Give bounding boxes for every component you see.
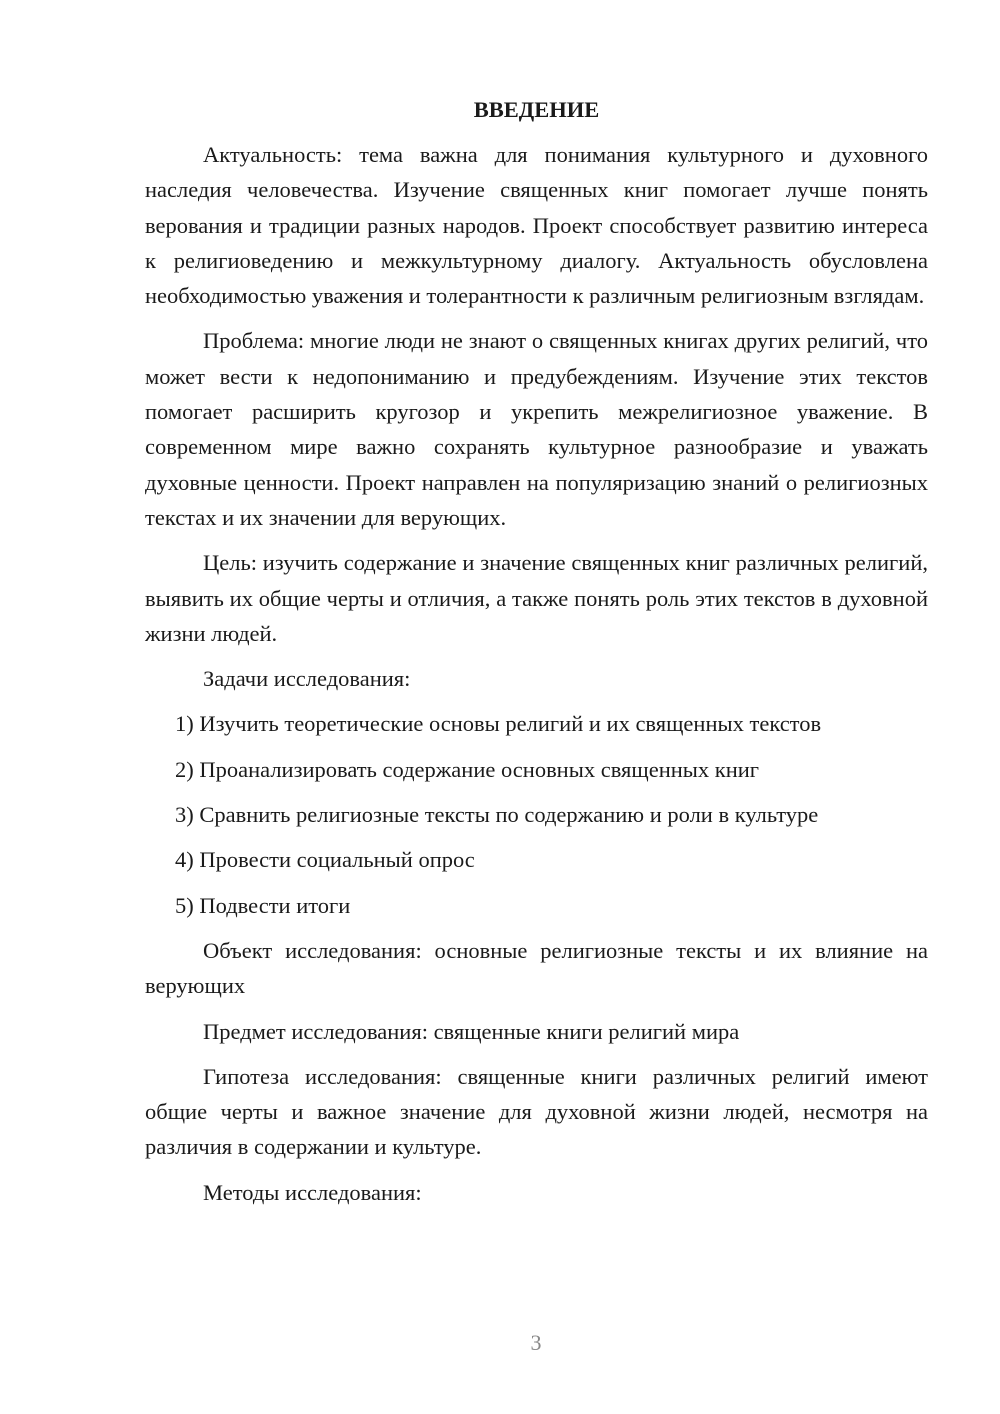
subject-paragraph: Предмет исследования: священные книги религий мира [203, 1018, 740, 1044]
section-title: ВВЕДЕНИЕ [473, 97, 600, 122]
goal-paragraph: Цель: изучить содержание и значение священных книг различных религий, выявить их общие черты и отличия, а также понять роль этих текстов в духовной жизни людей. [145, 550, 928, 646]
methods-heading: Методы исследования: [203, 1179, 422, 1205]
task-item: 5) Подвести итоги [175, 892, 351, 918]
hypothesis-paragraph: Гипотеза исследования: священные книги различных религий имеют общие черты и важное значение для духовной жизни людей, несмотря на различия в содержании и культуре. [145, 1063, 928, 1160]
tasks-heading: Задачи исследования: [203, 666, 411, 692]
task-item: 1) Изучить теоретические основы религий и их священных текстов [175, 711, 822, 737]
page-number: 3 [530, 1330, 542, 1355]
task-item: 4) Провести социальный опрос [175, 847, 475, 873]
task-item: 2) Проанализировать содержание основных священных книг [175, 756, 760, 782]
problem-paragraph: Проблема: многие люди не знают о священных книгах других религий, что может вести к недопониманию и предубеждениям. Изучение этих текстов помогает расширить кругозор и укрепить межрелигиозное уважение. В современном мире важно сохранять культурное разнообразие и уважать духовные ценности. Проект направлен на популяризацию знаний о религиозных текстах и их значении для верующих. [145, 328, 928, 530]
task-item: 3) Сравнить религиозные тексты по содержанию и роли в культуре [175, 802, 819, 828]
object-paragraph: Объект исследования: основные религиозные тексты и их влияние на верующих [145, 937, 928, 999]
document-page [145, 92, 928, 1210]
tasks-list [145, 706, 928, 922]
relevance-paragraph: Актуальность: тема важна для понимания культурного и духовного наследия человечества. Изучение священных книг помогает лучше понять верования и традиции разных народов. Проект способствует развитию интереса к религиоведению и межкультурному диалогу. Актуальность обусловлена необходимостью уважения и толерантности к различным религиозным взглядам. [145, 142, 928, 309]
